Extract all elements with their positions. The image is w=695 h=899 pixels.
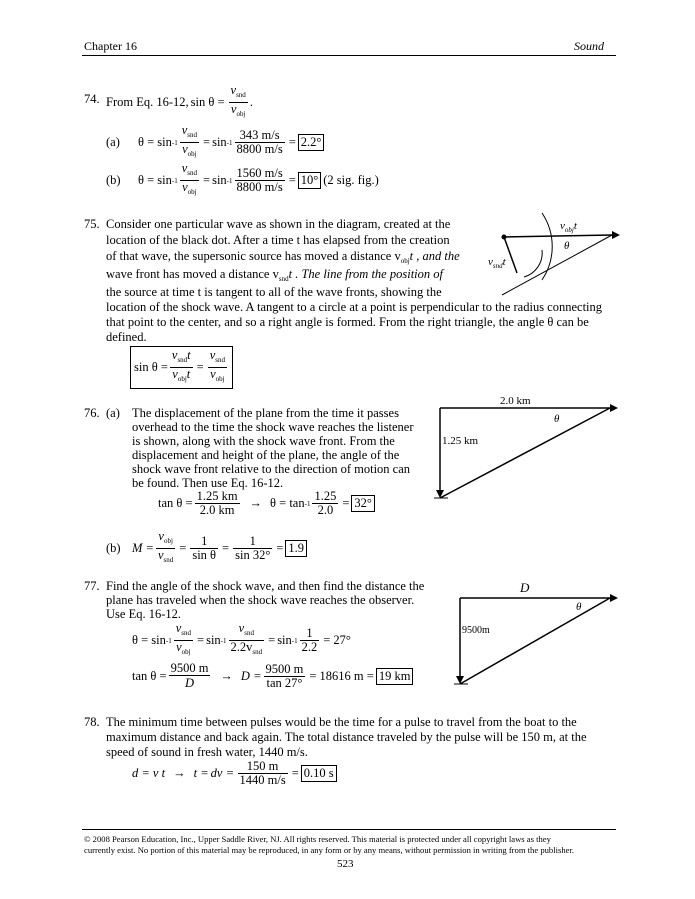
p78-line2: maximum distance and back again. The total distance traveled by the pulse will be 150 m, at the	[106, 730, 587, 744]
diag-side-label: 1.25 km	[442, 435, 479, 447]
source-arrowhead	[612, 231, 620, 239]
p75-line7: that point to the center, and so a right angle is formed. From the right triangle, the angle θ can be	[106, 315, 589, 329]
diag-top-label: 2.0 km	[500, 395, 531, 407]
theta-label: θ	[564, 240, 570, 252]
p74-intro-eq: From Eq. 16-12, sin θ = $\frac{v_{snd}}{v_{obj}}$ .	[106, 84, 253, 121]
chapter-label: Chapter 16	[84, 39, 137, 53]
p74b-answer: 10°	[298, 172, 322, 189]
p75-line3: of that wave, the supersonic source has moved a distance $v_{obj}t$ , and the	[106, 249, 460, 265]
p77-line3: Use Eq. 16-12.	[106, 607, 181, 621]
diag-D-label: D	[520, 580, 530, 595]
vobj-label: $v_{obj}t$	[560, 220, 577, 234]
header-rule	[82, 55, 616, 56]
p76b-answer: 1.9	[285, 540, 307, 557]
p75-line5: the source at time t is tangent to all of the wave fronts, showing the	[106, 285, 442, 299]
p75-line1: Consider one particular wave as shown in the diagram, created at the	[106, 217, 451, 231]
p75-line6: location of the shock wave. A tangent to a circle at a point is perpendicular to the radius connecting	[106, 300, 603, 314]
p74-frac: $\frac{v_{snd}}{v_{obj}}$	[230, 83, 246, 118]
p75-line8: defined.	[106, 330, 147, 344]
p76b-label: (b)	[106, 541, 121, 555]
p76a-answer: 32°	[351, 495, 375, 512]
p77-line1: Find the angle of the shock wave, and then find the distance the	[106, 579, 425, 593]
shock-front-line	[440, 408, 610, 498]
p78-eq: d = v t → t = dv = $\frac{150 m}{1440 m/s}$ = 0.10 s	[132, 760, 337, 787]
diag-side-label: 9500m	[462, 625, 490, 636]
wavefront-arc-2	[524, 250, 542, 277]
p75-line2: location of the black dot. After a time t has elapsed from the creation	[106, 233, 450, 247]
subject-label: Sound	[574, 39, 604, 53]
p76a-eq: tan θ = $\frac{1.25 km}{2.0 km}$ → θ = tan -1 $\frac{1.25}{2.0}$ = 32°	[158, 490, 375, 517]
p76-diagram	[430, 392, 620, 507]
vsnd-label: $v_{snd}t$	[488, 256, 506, 270]
displacement-arrowhead	[610, 404, 618, 412]
p76-number: 76.	[84, 406, 100, 420]
p74a-lhs: θ = sin	[138, 135, 172, 149]
p74b-label: (b)	[106, 173, 121, 187]
p74a-eq: (a) θ = sin -1 $\frac{v_{snd}}{v_{obj}}$ = sin -1 $\frac{343 m/s}{8800 m/s}$ = 2.2°	[106, 124, 324, 161]
p78-line1: The minimum time between pulses would be the time for a pulse to travel from the boat to the	[106, 715, 577, 729]
p77-eq2: tan θ = $\frac{9500 m}{D}$ → D = $\frac{9500 m}{\tan 27^\circ}$ = 18616 m = 19 km	[132, 662, 413, 691]
source-path-line	[504, 235, 612, 237]
p76b-eq: (b) M = $\frac{v_{obj}}{v_{snd}}$ = $\frac{1}{\text{sin θ}}$ = $\frac{1}{\sin 32^\circ}$ = 1.9	[106, 530, 307, 567]
p77-number: 77.	[84, 579, 100, 593]
p76-line2: overhead to the time the shock wave reaches the listener	[132, 420, 414, 434]
p76-line6: be found. Then use Eq. 16-12.	[132, 476, 284, 490]
p78-line3: speed of sound in fresh water, 1440 m/s.	[106, 745, 308, 759]
source-dot	[502, 235, 507, 240]
p75-number: 75.	[84, 217, 100, 231]
footer-line2: currently exist. No portion of this material may be reproduced, in any form or by any means, without permission in writing from the publisher.	[84, 845, 574, 855]
footer-rule	[82, 829, 616, 830]
p77-answer: 19 km	[376, 668, 414, 685]
p74b-note: (2 sig. fig.)	[323, 173, 379, 187]
shock-front-line	[502, 235, 612, 295]
distance-arrowhead	[610, 594, 618, 602]
page-number: 523	[337, 858, 354, 870]
p77-line2: plane has traveled when the shock wave reaches the observer.	[106, 593, 415, 607]
p75-formula-box: sin θ = $\frac{v_{snd}t}{v_{obj}t}$ = $\frac{v_{snd}}{v_{obj}}$	[130, 346, 233, 389]
radius-line	[504, 237, 517, 273]
p78-number: 78.	[84, 715, 100, 729]
shock-front-line	[460, 598, 610, 684]
diag-theta: θ	[576, 601, 582, 613]
p75-line4: wave front has moved a distance $v_{snd}t$ . The line from the position of	[106, 267, 443, 283]
p78-answer: 0.10 s	[301, 765, 337, 782]
p76-line4: displacement and height of the plane, the angle of the	[132, 448, 400, 462]
p77-diagram	[450, 578, 620, 693]
p76-line1: The displacement of the plane from the time it passes	[132, 406, 399, 420]
p77-eq1: θ = sin -1 $\frac{v_{snd}}{v_{obj}}$ = sin -1 $\frac{v_{snd}}{2.2v_{snd}}$ = sin -1 $\frac{1}{2.2}$ = 27°	[132, 621, 351, 656]
p74-sin: sin θ =	[190, 95, 225, 109]
diag-theta: θ	[554, 413, 560, 425]
p74a-answer: 2.2°	[298, 134, 325, 151]
p76-line5: shock wave front relative to the direction of motion can	[132, 462, 411, 476]
p75-diagram	[462, 205, 622, 305]
p76a-label: (a)	[106, 406, 120, 420]
p76-line3: is shown, along with the shock wave front. From the	[132, 434, 395, 448]
p74-intro: From Eq. 16-12,	[106, 95, 189, 109]
footer-line1: © 2008 Pearson Education, Inc., Upper Saddle River, NJ. All rights reserved. This material is protected under all copyright laws as they	[84, 834, 551, 844]
p74-number: 74.	[84, 92, 100, 106]
p74a-label: (a)	[106, 135, 120, 149]
p74b-eq: (b) θ = sin -1 $\frac{v_{snd}}{v_{obj}}$ = sin -1 $\frac{1560 m/s}{8800 m/s}$ = 10° (2 sig. fig.)	[106, 161, 379, 196]
